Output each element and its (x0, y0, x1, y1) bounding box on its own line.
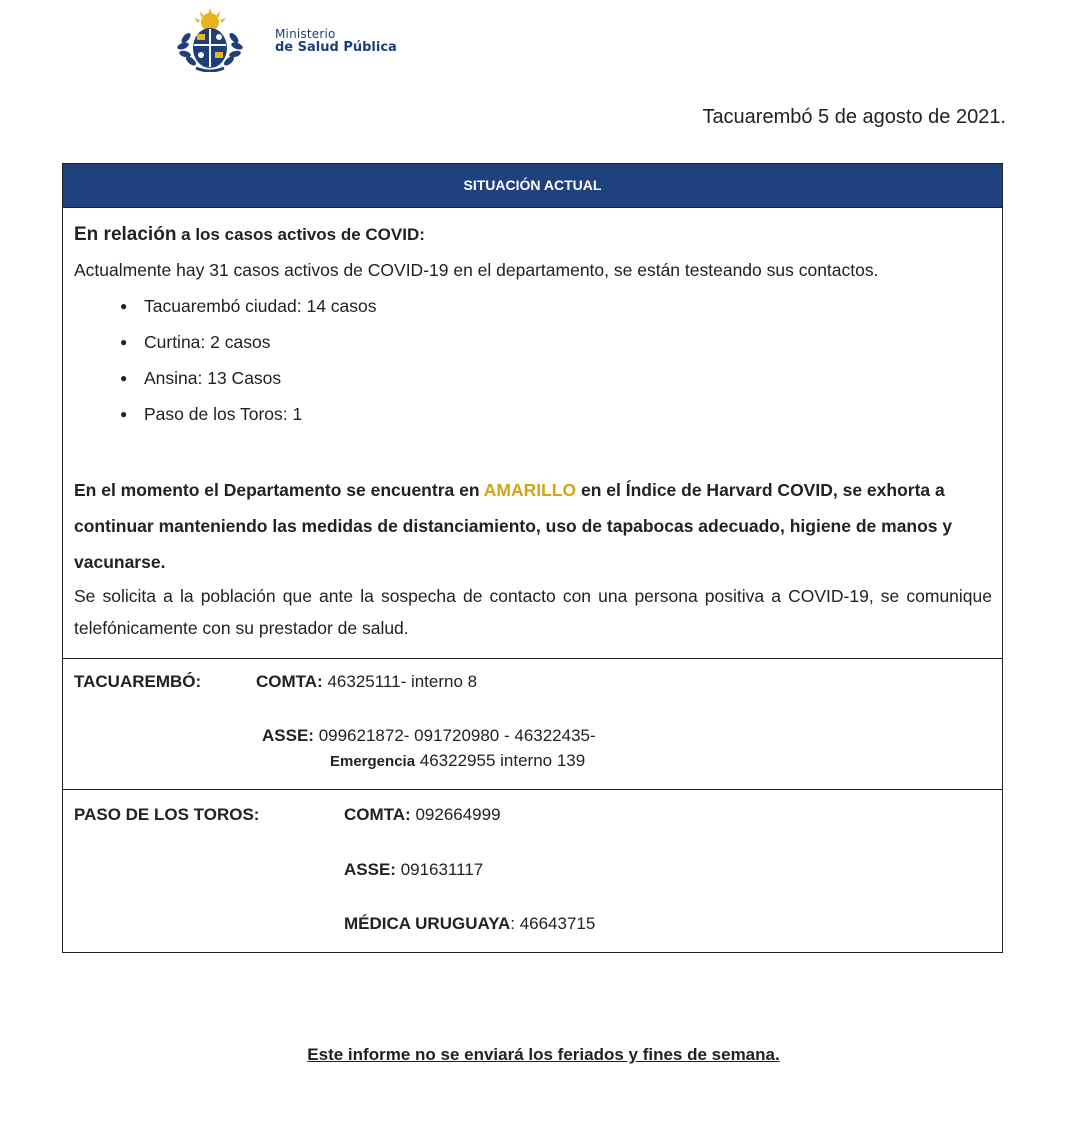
uruguay-coat-of-arms-icon (172, 8, 252, 72)
list-item: ● Paso de los Toros: 1 (120, 396, 992, 432)
list-item: ● Ansina: 13 Casos (120, 360, 992, 396)
ministry-line-1: Ministerio (275, 27, 336, 41)
emergencia-value: 46322955 interno 139 (415, 751, 586, 770)
cases-list (74, 288, 992, 432)
intro-paragraph: Actualmente hay 31 casos activos de COVID-19 en el departamento, se están testeando sus contactos. (74, 260, 879, 280)
alert-color-word: AMARILLO (483, 480, 577, 500)
asse-label: ASSE: (344, 860, 396, 879)
tacuarembo-label: TACUAREMBÓ: (74, 672, 202, 691)
comta-value: 46325111- interno 8 (322, 672, 478, 691)
asse-label: ASSE: (262, 726, 314, 745)
comta-line (256, 672, 477, 692)
asse-line (344, 860, 483, 880)
asse-value: 091631117 (395, 860, 484, 879)
emergencia-line (330, 751, 585, 771)
current-situation-box (62, 163, 1003, 953)
footer-notice: Este informe no se enviará los feriados y fines de semana. (307, 1045, 780, 1064)
heading-rest: a los casos activos de COVID: (176, 225, 425, 244)
emergencia-label: Emergencia (330, 753, 416, 770)
request-paragraph: Se solicita a la población que ante la sospecha de contacto con una persona positiva a COVID-19, se comunique telefónicamente con su prestador de salud. (74, 586, 992, 638)
alert-paragraph (74, 472, 992, 580)
tacuarembo-contacts (63, 659, 1002, 790)
paso-label: PASO DE LOS TOROS: (74, 805, 260, 824)
section-heading (74, 222, 992, 248)
alert-text-post: en el Índice de Harvard COVID, se exhorta a continuar manteniendo las medidas de distanciamiento, uso de tapabocas adecuado, higiene de manos y vacunarse. (74, 480, 953, 572)
ministry-logo (172, 8, 252, 72)
medica-value: : 46643715 (510, 914, 596, 933)
situation-section (63, 208, 1002, 659)
ministry-line-2: de Salud Pública (275, 39, 397, 55)
comta-label: COMTA: (256, 672, 323, 691)
medica-line (344, 914, 595, 934)
comta-value: 092664999 (410, 805, 501, 824)
paso-de-los-toros-contacts (63, 790, 1002, 952)
medica-label: MÉDICA URUGUAYA (344, 914, 511, 933)
ministry-name (275, 28, 397, 54)
comta-line (344, 805, 501, 825)
box-title: SITUACIÓN ACTUAL (63, 164, 1002, 208)
document-date: Tacuarembó 5 de agosto de 2021. (702, 106, 1006, 128)
list-item: ● Curtina: 2 casos (120, 324, 992, 360)
list-item: ● Tacuarembó ciudad: 14 casos (120, 288, 992, 324)
asse-line (262, 726, 596, 746)
heading-lead: En relación (74, 224, 177, 245)
asse-value: 099621872- 091720980 - 46322435- (313, 726, 596, 745)
comta-label: COMTA: (344, 805, 411, 824)
alert-text-pre: En el momento el Departamento se encuentra en (74, 480, 484, 500)
